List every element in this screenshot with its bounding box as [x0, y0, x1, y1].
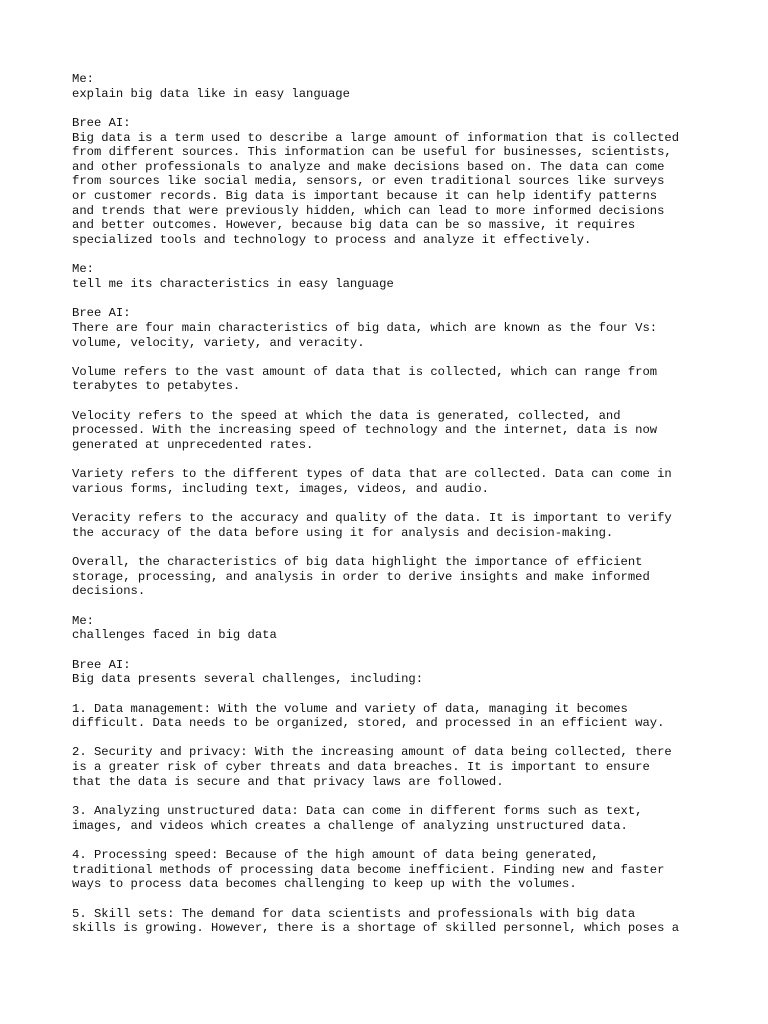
- text-line: volume, velocity, variety, and veracity.: [72, 335, 365, 350]
- blank-line: [72, 350, 712, 365]
- text-line: 4. Processing speed: Because of the high amount of data being generated,: [72, 847, 599, 862]
- text-line: Me:: [72, 613, 94, 628]
- blank-line: [72, 643, 712, 658]
- blank-line: [72, 497, 712, 512]
- text-line: ways to process data becomes challenging to keep up with the volumes.: [72, 877, 577, 892]
- text-line: tell me its characteristics in easy language: [72, 276, 394, 291]
- text-line: There are four main characteristics of big data, which are known as the four Vs:: [72, 320, 658, 335]
- text-line: from different sources. This information can be useful for businesses, scientists,: [72, 145, 672, 160]
- text-line: Big data is a term used to describe a large amount of information that is collected: [72, 130, 680, 145]
- blank-line: [72, 541, 712, 556]
- text-line: Velocity refers to the speed at which the data is generated, collected, and: [72, 408, 621, 423]
- text-line: 2. Security and privacy: With the increasing amount of data being collected, there: [72, 745, 672, 760]
- text-line: images, and videos which creates a challenge of analyzing unstructured data.: [72, 818, 628, 833]
- text-line: challenges faced in big data: [72, 628, 277, 643]
- text-line: 3. Analyzing unstructured data: Data can come in different forms such as text,: [72, 804, 643, 819]
- text-line: skills is growing. However, there is a shortage of skilled personnel, which poses a: [72, 921, 680, 936]
- blank-line: [72, 599, 712, 614]
- text-line: Variety refers to the different types of data that are collected. Data can come in: [72, 467, 672, 482]
- text-line: Me:: [72, 262, 94, 277]
- text-line: Overall, the characteristics of big data highlight the importance of efficient: [72, 555, 643, 570]
- text-line: Veracity refers to the accuracy and quality of the data. It is important to verify: [72, 511, 672, 526]
- text-line: Volume refers to the vast amount of data that is collected, which can range from: [72, 364, 658, 379]
- blank-line: [72, 731, 712, 746]
- text-line: Me:: [72, 72, 94, 86]
- document-body: [72, 72, 712, 936]
- text-line: decisions.: [72, 584, 146, 599]
- text-line: and trends that were previously hidden, which can lead to more informed decisions: [72, 203, 665, 218]
- text-line: generated at unprecedented rates.: [72, 438, 314, 453]
- blank-line: [72, 394, 712, 409]
- text-line: and better outcomes. However, because big data can be so massive, it requires: [72, 218, 636, 233]
- blank-line: [72, 292, 712, 307]
- text-line: various forms, including text, images, videos, and audio.: [72, 481, 489, 496]
- text-line: explain big data like in easy language: [72, 86, 350, 101]
- blank-line: [72, 687, 712, 702]
- blank-line: [72, 101, 712, 116]
- blank-line: [72, 248, 712, 263]
- text-line: that the data is secure and that privacy laws are followed.: [72, 774, 504, 789]
- blank-line: [72, 833, 712, 848]
- text-line: processed. With the increasing speed of technology and the internet, data is now: [72, 423, 658, 438]
- text-line: and other professionals to analyze and make decisions based on. The data can come: [72, 159, 665, 174]
- text-line: Bree AI:: [72, 306, 131, 321]
- blank-line: [72, 789, 712, 804]
- blank-line: [72, 892, 712, 907]
- text-line: Big data presents several challenges, including:: [72, 672, 424, 687]
- text-line: the accuracy of the data before using it for analysis and decision-making.: [72, 525, 614, 540]
- text-line: or customer records. Big data is important because it can help identify patterns: [72, 189, 658, 204]
- text-line: is a greater risk of cyber threats and data breaches. It is important to ensure: [72, 760, 650, 775]
- text-line: 1. Data management: With the volume and variety of data, managing it becomes: [72, 701, 628, 716]
- text-line: specialized tools and technology to process and analyze it effectively.: [72, 233, 592, 248]
- blank-line: [72, 453, 712, 468]
- text-line: from sources like social media, sensors, or even traditional sources like surveys: [72, 174, 665, 189]
- text-line: terabytes to petabytes.: [72, 379, 241, 394]
- text-line: 5. Skill sets: The demand for data scientists and professionals with big data: [72, 906, 636, 921]
- text-line: storage, processing, and analysis in order to derive insights and make informed: [72, 569, 650, 584]
- text-line: Bree AI:: [72, 657, 131, 672]
- text-line: Bree AI:: [72, 115, 131, 130]
- text-line: traditional methods of processing data become inefficient. Finding new and faster: [72, 862, 665, 877]
- text-line: difficult. Data needs to be organized, stored, and processed in an efficient way.: [72, 716, 665, 731]
